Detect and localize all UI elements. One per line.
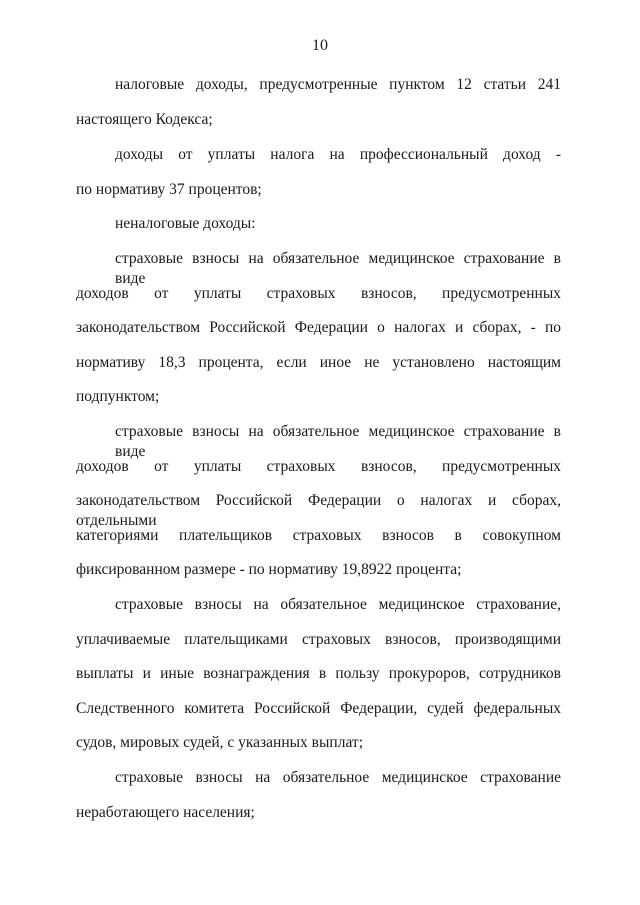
paragraph-line: доходов от уплаты страховых взносов, предусмотренных — [76, 458, 561, 475]
paragraph-line: доходов от уплаты страховых взносов, предусмотренных — [76, 285, 561, 302]
paragraph-line: страховые взносы на обязательное медицинское страхование — [115, 769, 561, 786]
paragraph-line: выплаты и иные вознаграждения в пользу прокуроров, сотрудников — [76, 665, 561, 682]
paragraph-line: неналоговые доходы: — [115, 215, 256, 232]
paragraph-line: уплачиваемые плательщиками страховых взносов, производящими — [76, 631, 561, 648]
paragraph-line: законодательством Российской Федерации о налогах и сборах, - по — [76, 319, 561, 336]
paragraph-line: подпунктом; — [76, 388, 160, 405]
paragraph-line: страховые взносы на обязательное медицинское страхование в виде — [115, 423, 561, 460]
paragraph-line: фиксированном размере - по нормативу 19,8922 процента; — [76, 561, 462, 578]
paragraph-line: доходы от уплаты налога на профессиональный доход - — [115, 146, 561, 163]
paragraph-line: страховые взносы на обязательное медицинское страхование в виде — [115, 250, 561, 287]
paragraph-line: налоговые доходы, предусмотренные пунктом 12 статьи 241 — [115, 76, 561, 93]
paragraph-line: законодательством Российской Федерации о налогах и сборах, отдельными — [76, 492, 561, 529]
paragraph-line: категориями плательщиков страховых взносов в совокупном — [76, 527, 561, 544]
paragraph-line: судов, мировых судей, с указанных выплат; — [76, 734, 364, 751]
paragraph-line: по нормативу 37 процентов; — [76, 181, 262, 198]
page-number: 10 — [312, 37, 328, 54]
paragraph-line: нормативу 18,3 процента, если иное не установлено настоящим — [76, 354, 561, 371]
paragraph-line: настоящего Кодекса; — [76, 111, 213, 128]
paragraph-line: Следственного комитета Российской Федерации, судей федеральных — [76, 700, 561, 717]
paragraph-line: страховые взносы на обязательное медицинское страхование, — [115, 596, 561, 613]
paragraph-line: неработающего населения; — [76, 804, 255, 821]
